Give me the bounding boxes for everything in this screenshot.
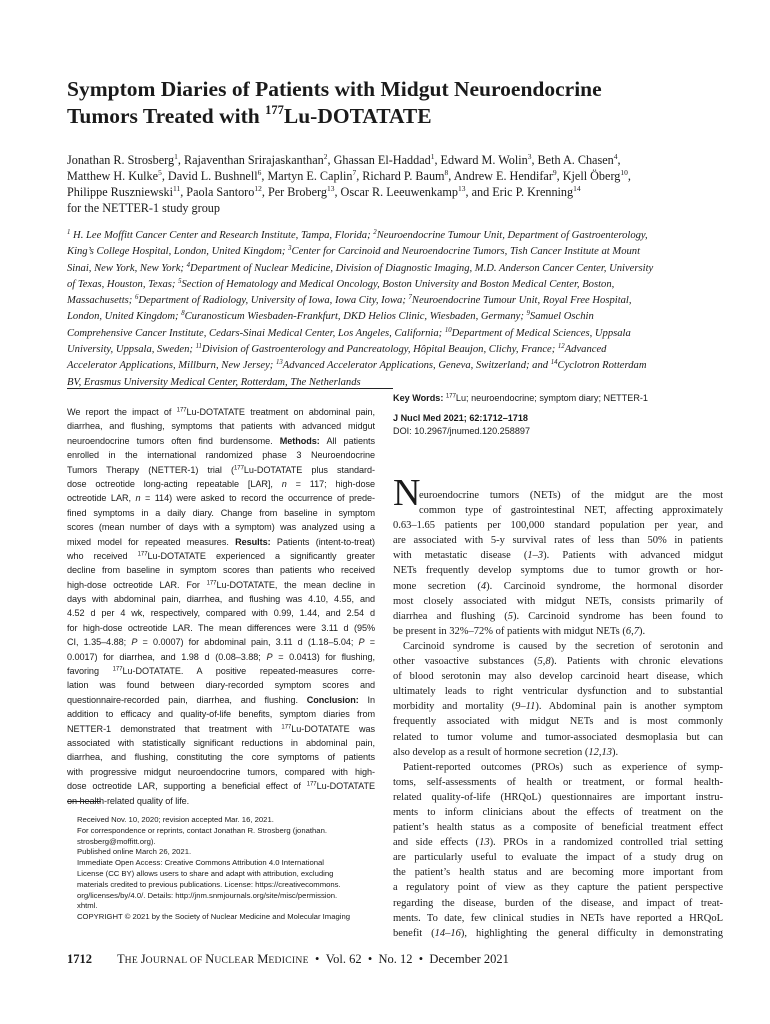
isotope-superscript: 177 xyxy=(281,724,292,731)
abstract-line: addition to efficacy and quality-of-life benefits, symptom diaries from xyxy=(67,709,375,720)
body-line: patient’s health status as a composite of beneficial treatment effect xyxy=(393,822,723,834)
author-line xyxy=(67,152,727,168)
affiliation-line xyxy=(67,244,732,260)
italic-symbol: 13 xyxy=(601,746,612,758)
section-label: Conclusion: xyxy=(306,694,359,705)
abstract-line: associated with statistically significant reductions in abdominal pain, xyxy=(67,737,375,748)
author-line xyxy=(67,184,727,200)
author-name: , Andrew E. Hendifar xyxy=(448,169,553,183)
footnote-line: License (CC BY) allows users to share and adapt with attribution, excluding xyxy=(77,868,334,878)
affiliation-number: 13 xyxy=(276,359,283,367)
author-name: , Oscar R. Leeuwenkamp xyxy=(334,185,458,199)
italic-symbol: P xyxy=(266,651,273,662)
abstract-line: questionnaire-recorded pain, diarrhea, and flushing. Conclusion: In xyxy=(67,694,375,705)
affiliation-number: 2 xyxy=(373,229,377,236)
abstract xyxy=(67,405,375,808)
body-line: frequently associated with midgut NETs and is most commonly xyxy=(393,716,723,728)
footnote-line: Received Nov. 10, 2020; revision accepted Mar. 16, 2021. xyxy=(77,815,274,824)
abstract-line: decline from baseline in symptom scores than patients who received xyxy=(67,565,375,576)
body-line: be present in 32%–72% of patients with midgut NETs (6,7). xyxy=(393,625,646,637)
affiliation-marker: 8 xyxy=(444,168,449,177)
author-name: Matthew H. Kulke xyxy=(67,169,159,183)
affiliation-marker: 1 xyxy=(430,152,435,161)
footnote-line: xhtml. xyxy=(77,901,98,911)
italic-symbol: 8 xyxy=(545,656,551,668)
isotope-superscript: 177 xyxy=(112,666,123,673)
footnote-line: Immediate Open Access: Creative Commons Attribution 4.0 International xyxy=(77,858,324,868)
affiliation-text: Advanced Accelerator Applications, Geneva, Switzerland; and xyxy=(282,360,551,372)
issue: No. 12 xyxy=(378,952,413,966)
affiliation-text: Neuroendocrine Tumour Unit, Department of Gastroenterology, xyxy=(376,230,648,241)
abstract-line: dose octreotide LAR, supporting a beneficial effect of $^{177}$Lu-DOTATATE xyxy=(67,781,375,792)
affiliation-marker: 3 xyxy=(527,152,532,161)
body-line: 0.63–1.65 patients per 100,000 standard population per year, and xyxy=(393,520,723,532)
affiliation-text: University, Uppsala, Sweden; xyxy=(67,344,196,356)
italic-symbol: 4 xyxy=(480,580,487,592)
author-name: , David L. Bushnell xyxy=(161,169,258,183)
author-name: , Martyn E. Caplin xyxy=(261,169,353,183)
abstract-line: high-dose octreotide LAR. For $^{177}$Lu-DOTATATE, the mean decline in xyxy=(67,579,376,590)
body-line: other vasoactive substances (5,8). Patients with chronic elevations xyxy=(393,656,723,668)
affiliation-text: Comprehensive Cancer Institute, Cedars-Sinai Medical Center, Los Angeles, California; xyxy=(67,327,445,339)
body-line: a regulatory point of view as they capture the patient perspective xyxy=(393,882,723,894)
body-line: the patient’s health status and are becoming more important from xyxy=(393,867,723,879)
affiliation-marker: 10 xyxy=(620,168,628,177)
affiliation-marker: 2 xyxy=(323,152,328,161)
affiliation-marker: 5 xyxy=(158,168,162,177)
affiliation-number: 11 xyxy=(195,343,202,351)
italic-symbol: 12 xyxy=(588,746,599,758)
author-name: , Ghassan El-Haddad xyxy=(327,153,431,167)
author-name: Jonathan R. Strosberg xyxy=(67,153,175,167)
affiliation-line xyxy=(67,261,732,277)
affiliation-marker: 9 xyxy=(552,168,557,177)
abstract-line: mixed model for repeated measures. Results: Patients (intent-to-treat) xyxy=(67,536,376,547)
body-line: euroendocrine tumors (NETs) of the midgut are the most xyxy=(419,490,723,501)
body-line: with metastatic disease (1–3). Patients with advanced midgut xyxy=(393,550,723,562)
abstract-line: diarrhea, and flushing, symptoms that patients with advanced midgut xyxy=(67,421,375,432)
body-line: morbidity and mortality (9–11). Abdominal pain is another symptom xyxy=(393,701,723,713)
affiliation-marker: 6 xyxy=(257,168,262,177)
abstract-line: who received $^{177}$Lu-DOTATATE experienced a significantly greater xyxy=(67,550,375,561)
abstract-line: diarrhea, and flushing, constituting the core symptoms of patients xyxy=(67,752,375,763)
affiliation-text: H. Lee Moffitt Cancer Center and Research Institute, Tampa, Florida; xyxy=(70,230,374,241)
affiliation-line xyxy=(67,309,732,325)
affiliation-marker: 1 xyxy=(174,152,178,161)
affiliation-marker: 13 xyxy=(326,184,335,193)
italic-symbol: 5 xyxy=(507,610,514,622)
body-line: Carcinoid syndrome is caused by the secretion of serotonin and xyxy=(403,640,723,652)
italic-symbol: 6 xyxy=(625,625,632,637)
italic-symbol: P xyxy=(131,637,138,648)
author-name: , Per Broberg xyxy=(261,185,327,199)
affiliation-text: London, United Kingdom; xyxy=(67,311,182,323)
affiliation-text: Massachusetts; xyxy=(67,295,135,307)
affiliation-number: 3 xyxy=(288,245,292,253)
abstract-line: CI, 1.35–4.88; P = 0.0007) for abdominal pain, 3.11 d (1.18–5.04; P = xyxy=(67,637,375,648)
abstract-line: with progressive midgut neuroendocrine tumors, compared with high- xyxy=(67,766,375,777)
section-divider xyxy=(67,388,393,389)
affiliation-text: Neuroendocrine Tumour Unit, Royal Free Hospital, xyxy=(411,295,632,307)
footnote-line: strosberg@moffitt.org). xyxy=(77,836,156,846)
citation-block xyxy=(393,412,530,437)
body-line: most closely associated with midgut NETs, consists primarily of xyxy=(393,595,723,607)
isotope-superscript: 177 xyxy=(176,407,187,414)
title-line-1: Symptom Diaries of Patients with Midgut Neuroendocrine xyxy=(67,77,602,101)
doi-link[interactable]: DOI: 10.2967/jnumed.120.258897 xyxy=(393,425,531,436)
author-name: , and Eric P. Krenning xyxy=(465,185,574,199)
body-line: toms, self-assessments of health or treatment, or formal health- xyxy=(393,776,723,788)
isotope-superscript: 177 xyxy=(206,580,217,587)
abstract-line: octreotide LAR, n = 114) were asked to record the occurrence of prede- xyxy=(67,493,375,504)
affiliation-line xyxy=(67,277,732,293)
abstract-line: Tumors Therapy (NETTER-1) trial ($^{177}$Lu-DOTATATE plus standard- xyxy=(67,464,375,475)
affiliation-number: 5 xyxy=(178,277,182,285)
body-line: of blood serotonin may also develop carcinoid heart disease, which xyxy=(393,671,723,683)
abstract-line: scores (mean number of days with a symptom) was analyzed using a xyxy=(67,522,375,533)
author-name: , Paola Santoro xyxy=(180,185,255,199)
affiliation-number: 9 xyxy=(526,310,530,318)
affiliation-number: 14 xyxy=(550,359,558,367)
affiliation-marker: 4 xyxy=(613,152,618,161)
italic-symbol: n xyxy=(281,478,287,489)
isotope-superscript: 177 xyxy=(137,551,148,558)
affiliation-line xyxy=(67,342,732,358)
affiliation-text: Center for Carcinoid and Neuroendocrine Tumors, Tish Cancer Institute at Mount xyxy=(291,246,641,258)
body-line: ments. To date, few clinical studies in NETs have reported a HRQoL xyxy=(393,912,723,924)
affiliation-line xyxy=(67,358,732,374)
body-line: are particularly useful to evaluate the impact of a study drug on xyxy=(393,852,723,864)
affiliation-text: Cyclotron Rotterdam xyxy=(557,360,647,372)
body-line: common type of gastrointestinal NET, affecting approximately xyxy=(419,505,723,517)
body-line: ultimately leads to right ventricular dysfunction and to substantial xyxy=(393,686,723,698)
body-line: regarding the disease, burden of the disease, and impact of treat- xyxy=(393,897,723,909)
affiliations xyxy=(67,228,732,391)
title-line-2: Tumors Treated with $^{177}$Lu-DOTATATE xyxy=(67,103,432,128)
body-line: related to tumor volume and tumor-associated desmoplasia but can xyxy=(393,731,723,743)
affiliation-text: BV, Erasmus University Medical Center, Rotterdam, The Netherlands xyxy=(67,376,361,388)
affiliation-marker: 11 xyxy=(172,184,181,193)
body-line: diarrhea and flushing (5). Carcinoid syndrome has been found to xyxy=(393,610,724,622)
keywords: Key Words: $^{177}$Lu; neuroendocrine; symptom diary; NETTER-1 xyxy=(393,393,648,403)
footnote-line: materials credited to previous publications. License: https://creativecommons. xyxy=(77,879,341,889)
volume: Vol. 62 xyxy=(325,952,362,966)
abstract-line: favoring $^{177}$Lu-DOTATATE. A positive repeated-measures corre- xyxy=(67,666,375,677)
affiliation-number: 6 xyxy=(134,294,139,302)
author-name: , Beth A. Chasen xyxy=(531,153,614,167)
affiliation-text: Division of Gastroenterology and Pancreatology, Hôpital Beaujon, Clichy, France; xyxy=(201,344,558,356)
body-line: NETs frequently develop symptoms due to tumor growth or hor- xyxy=(393,565,723,577)
affiliation-text: Department of Medical Sciences, Uppsala xyxy=(451,327,631,339)
affiliation-text: Accelerator Applications, Millburn, New Jersey; xyxy=(67,360,276,372)
abstract-line: NETTER-1 demonstrated that treatment with $^{177}$Lu-DOTATATE was xyxy=(67,723,375,734)
italic-symbol: P xyxy=(358,637,365,648)
affiliation-text: Department of Nuclear Medicine, Division of Diagnostic Imaging, M.D. Anderson Cancer Center, University xyxy=(190,262,654,274)
body-line: Patient-reported outcomes (PROs) such as experience of symp- xyxy=(403,761,723,773)
affiliation-line xyxy=(67,293,732,309)
italic-symbol: 7 xyxy=(633,625,639,637)
author-name: , Rajaventhan Srirajaskanthan xyxy=(177,153,324,167)
author-line xyxy=(67,168,727,184)
italic-symbol: 1–3 xyxy=(527,550,544,562)
abstract-line: on health-related quality of life. xyxy=(67,795,190,806)
author-name: , Richard P. Baum xyxy=(356,169,445,183)
body-line: are associated with 5-y survival rates of less than 50% in patients xyxy=(393,535,723,547)
footnote-line: org/licenses/by/4.0/. Details: http://jnm.snmjournals.org/site/misc/permission. xyxy=(77,890,338,900)
author-list xyxy=(67,152,727,216)
abstract-line: for high-dose octreotide LAR. The mean differences were 3.11 d (95% xyxy=(67,622,375,633)
affiliation-text: Advanced xyxy=(564,344,607,356)
abstract-line: lation was found between diary-recorded symptom scores and xyxy=(67,680,375,691)
footnote-line: COPYRIGHT © 2021 by the Society of Nuclear Medicine and Molecular Imaging xyxy=(77,912,351,922)
abstract-line: fined symptoms in a daily diary. Change from baseline in symptom xyxy=(67,507,375,518)
body-text xyxy=(393,488,723,941)
body-line: mone secretion (4). Carcinoid syndrome, the hormonal disorder xyxy=(393,580,723,592)
article-title xyxy=(67,76,727,130)
affiliation-line xyxy=(67,326,732,342)
page-number: 1712 xyxy=(67,952,92,966)
italic-symbol: 13 xyxy=(479,837,490,849)
abstract-line: enrolled in the international randomized phase 3 Neuroendocrine xyxy=(67,450,375,461)
author-name: Philippe Ruszniewski xyxy=(67,185,173,199)
footnote-divider xyxy=(67,801,101,802)
italic-symbol: 5 xyxy=(537,656,543,668)
body-line: and side effects (13). PROs in a randomized controlled trial setting xyxy=(393,837,724,849)
affiliation-number: 12 xyxy=(557,343,565,351)
abstract-line: days with abdominal pain, diarrhea, and flushing was 4.10, 4.55, and xyxy=(67,594,375,605)
author-name: , xyxy=(627,169,631,183)
author-name: , Edward M. Wolin xyxy=(434,153,528,167)
drop-cap: N xyxy=(393,472,421,514)
affiliation-text: Sinai, New York, New York; xyxy=(67,262,187,274)
running-footer: THE JOURNAL OF NUCLEAR MEDICINE • Vol. 62 • No. 12 • December 2021 xyxy=(117,952,509,966)
italic-symbol: n xyxy=(135,493,141,504)
affiliation-marker: 14 xyxy=(573,184,581,193)
isotope-superscript: 177 xyxy=(234,465,244,472)
affiliation-text: of Texas, Houston, Texas; xyxy=(67,278,179,290)
affiliation-text: Department of Radiology, University of Iowa, Iowa City, Iowa; xyxy=(138,295,409,307)
affiliation-number: 10 xyxy=(444,326,452,334)
abstract-line: dose octreotide long-acting repeatable [LAR], n = 117; high-dose xyxy=(67,478,375,489)
affiliation-number: 4 xyxy=(186,261,190,269)
italic-symbol: 14–16 xyxy=(434,927,461,939)
body-line: related quality-of-life (HRQoL) questionnaires are important instru- xyxy=(393,791,723,803)
author-line xyxy=(67,200,727,216)
author-name: for the NETTER-1 study group xyxy=(67,201,220,215)
affiliation-number: 1 xyxy=(67,229,71,236)
affiliation-text: Samuel Oschin xyxy=(529,311,594,323)
affiliation-marker: 12 xyxy=(254,184,262,193)
abstract-line: 4.52 d per 4 wk, respectively, compared with 0.99, 1.44, and 2.54 d xyxy=(67,608,375,619)
footnote-line: Published online March 26, 2021. xyxy=(77,847,192,857)
footnote-line: For correspondence or reprints, contact Jonathan R. Strosberg (jonathan. xyxy=(77,825,327,835)
affiliation-marker: 13 xyxy=(457,184,466,193)
body-line: benefit (14–16), highlighting the general difficulty in demonstrating xyxy=(393,927,723,939)
body-line: ments to inform clinicians about the effects of treatment on the xyxy=(393,806,723,818)
affiliation-marker: 7 xyxy=(352,168,357,177)
section-label: Results: xyxy=(235,536,271,547)
body-line: also develop as a result of hormone secretion (12,13). xyxy=(393,746,619,758)
affiliation-line xyxy=(67,228,732,244)
affiliation-number: 7 xyxy=(408,294,412,302)
abstract-line: We report the impact of $^{177}$Lu-DOTATATE treatment on abdominal pain, xyxy=(67,407,375,417)
affiliation-text: King’s College Hospital, London, United Kingdom; xyxy=(67,246,289,258)
journal-reference: J Nucl Med 2021; 62:1712–1718 xyxy=(393,413,528,423)
affiliation-number: 8 xyxy=(181,310,185,318)
author-name: , xyxy=(617,153,621,167)
affiliation-text: Section of Hematology and Medical Oncology, Boston University and Boston Medical Center, Boston, xyxy=(181,278,615,290)
affiliation-text: Curanosticum Wiesbaden-Frankfurt, DKD Helios Clinic, Wiesbaden, Germany; xyxy=(184,311,527,323)
section-label: Methods: xyxy=(279,435,320,446)
abstract-line: neuroendocrine tumors often find burdensome. Methods: All patients xyxy=(67,435,376,446)
abstract-line: 0.0017) for diarrhea, and 1.98 d (0.08–3.88; P = 0.0413) for flushing, xyxy=(67,651,375,662)
footnotes xyxy=(77,815,375,923)
italic-symbol: 9–11 xyxy=(515,701,536,713)
author-name: , Kjell Öberg xyxy=(556,169,621,183)
isotope-superscript: 177 xyxy=(306,781,317,788)
issue-date: December 2021 xyxy=(429,952,509,966)
